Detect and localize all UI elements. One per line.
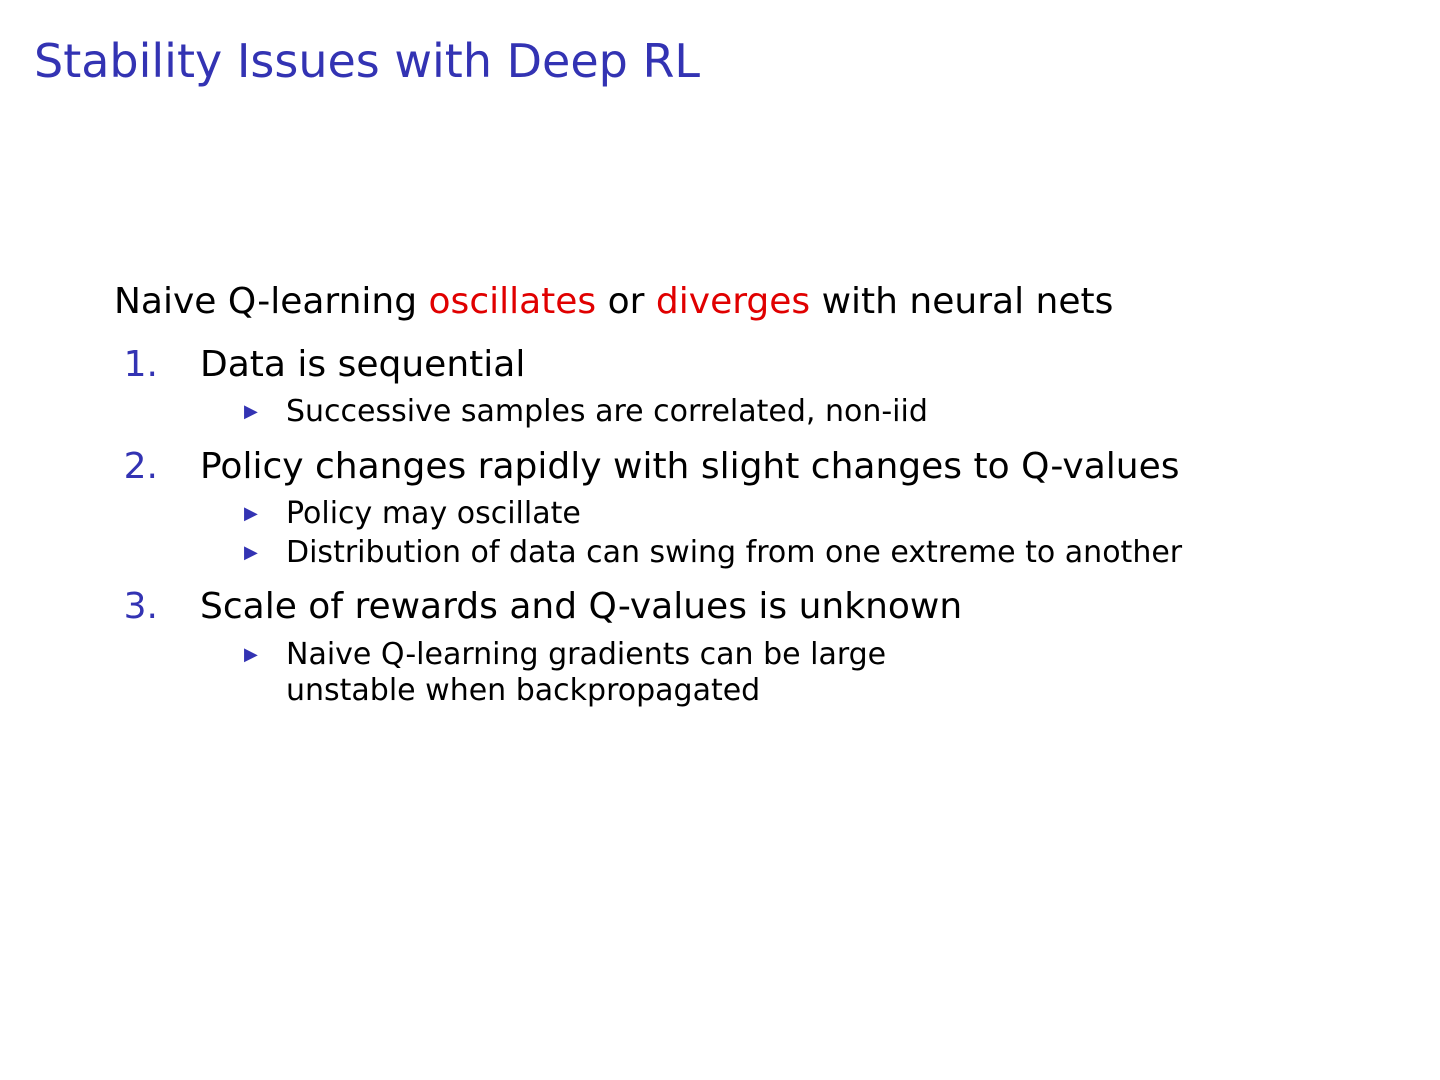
list-number: 2. xyxy=(123,445,158,487)
sub-list xyxy=(114,496,1404,571)
triangle-bullet-icon: ▶ xyxy=(244,503,258,525)
numbered-list xyxy=(114,343,1404,710)
list-item-text: Data is sequential xyxy=(200,344,526,386)
list-number: 3. xyxy=(123,586,158,628)
sub-item-text: Policy may oscillate xyxy=(286,496,581,532)
intro-text-start: Naive Q-learning xyxy=(114,281,429,322)
triangle-bullet-icon: ▶ xyxy=(244,401,258,423)
list-item-text: Policy changes rapidly with slight changes to Q-values xyxy=(200,445,1180,487)
intro-text-or: or xyxy=(596,281,656,322)
sub-list-item xyxy=(244,535,1404,572)
list-item xyxy=(114,343,1404,431)
list-number: 1. xyxy=(123,344,158,386)
sub-item-text: Naive Q-learning gradients can be large unstable when backpropagated xyxy=(286,636,887,709)
list-item xyxy=(114,585,1404,709)
list-item xyxy=(114,445,1404,571)
sub-list xyxy=(114,637,1404,710)
sub-item-text: Successive samples are correlated, non-iid xyxy=(286,394,928,430)
sub-item-text: Distribution of data can swing from one extreme to another xyxy=(286,534,1183,570)
sub-list-item xyxy=(244,394,1404,431)
triangle-bullet-icon: ▶ xyxy=(244,541,258,563)
intro-text-end: with neural nets xyxy=(810,281,1114,322)
highlight-diverges: diverges xyxy=(655,281,811,322)
sub-list-item xyxy=(244,637,1404,710)
slide-title: Stability Issues with Deep RL xyxy=(34,34,701,88)
slide-body xyxy=(114,280,1404,724)
intro-statement xyxy=(114,280,1404,323)
sub-list-item xyxy=(244,496,1404,533)
triangle-bullet-icon: ▶ xyxy=(244,643,258,665)
list-item-text: Scale of rewards and Q-values is unknown xyxy=(200,586,963,628)
highlight-oscillates: oscillates xyxy=(428,281,597,322)
sub-list xyxy=(114,394,1404,431)
